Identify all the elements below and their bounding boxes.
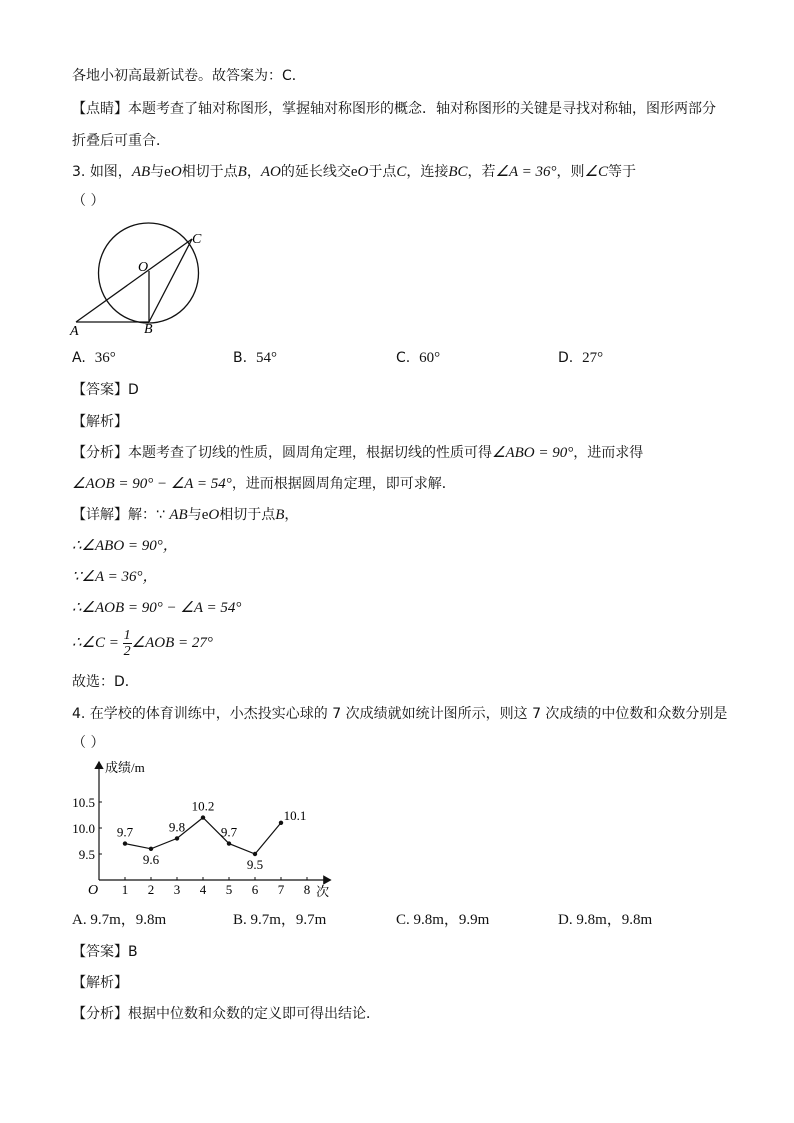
q3-number: 3. <box>72 164 86 180</box>
q4-option-b <box>233 910 326 930</box>
q3-option-c <box>396 348 440 368</box>
detail-text: 【详解】解：∵ <box>72 507 165 523</box>
q3-stem <box>72 162 636 182</box>
q3-stem-math: BC <box>448 164 468 180</box>
q4-option-d <box>558 910 652 930</box>
option-value: 9.8m，9.9m <box>413 912 490 928</box>
data-point <box>175 836 179 840</box>
y-tick-label: 9.5 <box>78 847 95 862</box>
q3-stem-text: 如图， <box>89 164 132 180</box>
q3-detail <box>72 505 298 525</box>
label-o: O <box>138 260 149 275</box>
q3-paren: （ ） <box>72 193 105 209</box>
q3-stem-math: O <box>357 164 369 180</box>
q3-stem-math: C <box>396 164 407 180</box>
data-point <box>123 841 127 845</box>
q3-stem-math: ∠A = 36° <box>495 164 557 180</box>
q3-stem-math: ∠C <box>584 164 608 180</box>
q3-stem-text: 的延长线交 <box>280 164 351 180</box>
q3-option-d <box>558 348 603 368</box>
q3-step-4 <box>72 628 213 659</box>
q3-fenxi-line-2 <box>72 474 456 494</box>
option-letter: D. <box>558 350 574 366</box>
q3-stem-text: ，若 <box>467 164 496 180</box>
q4-number: 4. <box>72 706 86 722</box>
option-letter: B. <box>233 350 248 366</box>
x-tick-label: 2 <box>147 882 155 897</box>
y-axis-label: 成绩/m <box>105 760 145 775</box>
segment-bc <box>149 239 192 322</box>
fraction-half <box>123 628 132 659</box>
text-line-1: 各地小初高最新试卷。故答案为：C． <box>72 68 306 84</box>
q4-fenxi: 【分析】根据中位数和众数的定义即可得出结论． <box>72 1006 380 1022</box>
data-label: 10.2 <box>191 798 215 814</box>
q3-analysis-label: 【解析】 <box>72 414 128 430</box>
series-line <box>125 818 281 854</box>
q3-stem-math: e <box>350 164 358 180</box>
q3-stem-math: e <box>164 164 171 180</box>
data-label: 9.8 <box>168 819 186 835</box>
y-tick-label: 10.5 <box>72 795 95 810</box>
detail-math: B <box>275 507 285 523</box>
q4-analysis-label: 【解析】 <box>72 975 128 991</box>
q4-stem-text: 在学校的体育训练中，小杰投实心球的 7 次成绩就如统计图所示，则这 7 次成绩的中位数和众数分别是 <box>89 706 728 722</box>
q3-geometry-figure <box>65 222 215 340</box>
q4-answer <box>72 942 138 962</box>
x-tick-label: 4 <box>199 882 207 897</box>
q3-conclusion: 故选：D． <box>72 674 139 690</box>
q4-stem <box>72 704 727 724</box>
option-value: 9.7m，9.7m <box>250 912 327 928</box>
step-text: ∠AOB = 27° <box>131 635 213 651</box>
label-b: B <box>144 322 153 337</box>
q3-stem-math: AO <box>260 164 281 180</box>
answer-label: 【答案】 <box>72 382 128 398</box>
q3-stem-math: B <box>237 164 247 180</box>
detail-math: AB <box>169 507 188 523</box>
x-axis-label: 次 <box>316 884 330 899</box>
option-letter: C. <box>396 912 410 928</box>
q3-stem-text: ，连接 <box>406 164 449 180</box>
detail-math: O <box>208 507 220 523</box>
q3-stem-text: 相切于点 <box>181 164 238 180</box>
q3-fenxi-line-1 <box>72 443 643 463</box>
y-tick-label: 10.0 <box>72 821 95 836</box>
data-label: 9.7 <box>116 824 134 840</box>
q3-stem-text: 于点 <box>368 164 397 180</box>
fraction-numerator: 1 <box>123 628 131 644</box>
detail-text: 与 <box>187 507 202 523</box>
data-point <box>149 847 153 851</box>
x-tick-label: 5 <box>225 882 233 897</box>
option-letter: A. <box>72 350 86 366</box>
answer-value: B <box>128 944 138 960</box>
q3-option-a <box>72 348 116 368</box>
x-tick-label: 8 <box>303 882 311 897</box>
answer-label: 【答案】 <box>72 944 128 960</box>
option-value: 60° <box>419 350 441 366</box>
origin-label: O <box>88 883 99 898</box>
q3-answer <box>72 380 139 400</box>
option-letter: B. <box>233 912 247 928</box>
x-tick-label: 7 <box>277 882 285 897</box>
q3-step-1: ∴∠ABO = 90°， <box>72 538 178 554</box>
q3-stem-text: ， <box>246 164 261 180</box>
q3-stem-text: ，则 <box>556 164 585 180</box>
fenxi-math: ∠AOB = 90° − ∠A = 54° <box>72 476 232 492</box>
q3-stem-text: 等于 <box>607 164 636 180</box>
option-value: 27° <box>582 350 604 366</box>
fenxi-text: ，进而求得 <box>573 445 644 461</box>
detail-text: 相切于点 <box>219 507 276 523</box>
label-a: A <box>70 324 79 339</box>
data-label: 9.6 <box>142 851 160 867</box>
q3-stem-math: AB <box>131 164 151 180</box>
data-point <box>227 841 231 845</box>
q3-option-b <box>233 348 277 368</box>
detail-text: ， <box>284 507 299 523</box>
option-value: 9.7m，9.8m <box>90 912 167 928</box>
option-value: 36° <box>94 350 116 366</box>
q3-step-2: ∵∠A = 36°， <box>72 569 158 585</box>
fraction-denominator: 2 <box>123 644 131 660</box>
detail-math: e <box>201 507 209 523</box>
text-line-2: 【点睛】本题考查了轴对称图形，掌握轴对称图形的概念．轴对称图形的关键是寻找对称轴，图形两部分 <box>72 101 716 117</box>
x-tick-label: 1 <box>121 882 129 897</box>
data-label: 9.7 <box>220 824 238 840</box>
x-tick-label: 6 <box>251 882 259 897</box>
fenxi-text: ，进而根据圆周角定理，即可求解． <box>231 476 456 492</box>
fenxi-math: ∠ABO = 90° <box>492 445 574 461</box>
data-point <box>279 821 283 825</box>
text-line-3: 折叠后可重合． <box>72 133 170 149</box>
fenxi-text: 【分析】本题考查了切线的性质，圆周角定理，根据切线的性质可得 <box>72 445 492 461</box>
q3-step-3: ∴∠AOB = 90° − ∠A = 54° <box>72 600 242 616</box>
data-point <box>201 815 205 819</box>
answer-value: D <box>128 382 139 398</box>
option-letter: D. <box>558 912 573 928</box>
label-c: C <box>192 232 202 247</box>
segment-ac <box>76 239 192 322</box>
q4-paren: （ ） <box>72 735 105 751</box>
option-letter: A. <box>72 912 87 928</box>
step-text: ∴∠C = <box>72 635 119 651</box>
option-letter: C. <box>396 350 411 366</box>
q3-stem-math: O <box>170 164 182 180</box>
data-label: 10.1 <box>283 807 307 823</box>
q4-option-a <box>72 910 166 930</box>
q4-option-c <box>396 910 489 930</box>
x-tick-label: 3 <box>173 882 181 897</box>
option-value: 9.8m，9.8m <box>576 912 653 928</box>
data-label: 9.5 <box>246 857 264 872</box>
q3-stem-text: 与 <box>150 164 165 180</box>
q4-line-chart <box>62 756 362 902</box>
data-point <box>253 852 257 856</box>
option-value: 54° <box>255 350 277 366</box>
